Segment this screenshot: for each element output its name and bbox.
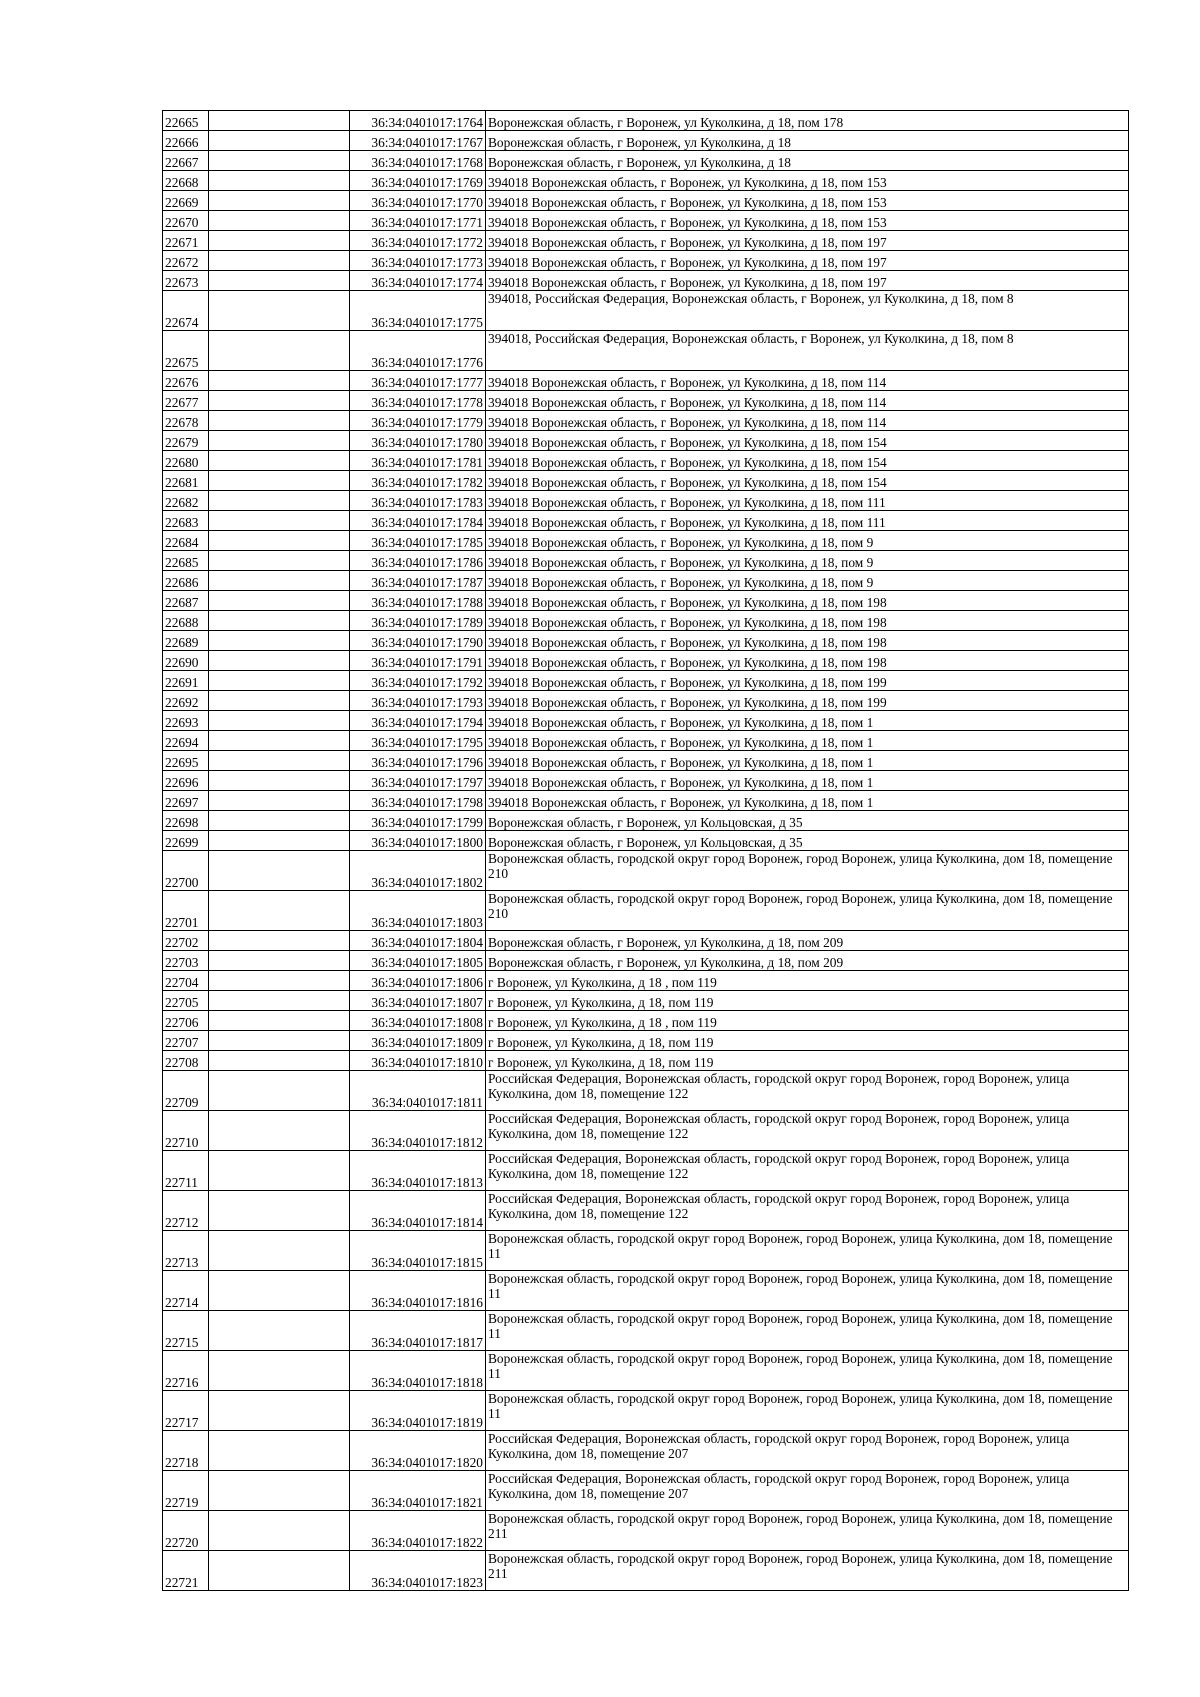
- cadastral-number-cell: 36:34:0401017:1816: [350, 1271, 486, 1311]
- cadastral-number-cell: 36:34:0401017:1803: [350, 891, 486, 931]
- row-number-cell: 22700: [163, 851, 209, 891]
- row-number-cell: 22708: [163, 1051, 209, 1071]
- row-number-cell: 22692: [163, 691, 209, 711]
- empty-cell: [209, 951, 350, 971]
- row-number-cell: 22707: [163, 1031, 209, 1051]
- address-cell: 394018 Воронежская область, г Воронеж, ул Куколкина, д 18, пом 154: [486, 471, 1129, 491]
- empty-cell: [209, 1051, 350, 1071]
- table-row: [163, 951, 1129, 971]
- row-number-cell: 22718: [163, 1431, 209, 1471]
- empty-cell: [209, 1071, 350, 1111]
- empty-cell: [209, 151, 350, 171]
- table-row: [163, 651, 1129, 671]
- row-number-cell: 22713: [163, 1231, 209, 1271]
- property-table: [162, 110, 1129, 1591]
- row-number-cell: 22691: [163, 671, 209, 691]
- row-number-cell: 22679: [163, 431, 209, 451]
- row-number-cell: 22688: [163, 611, 209, 631]
- address-cell: г Воронеж, ул Куколкина, д 18 , пом 119: [486, 971, 1129, 991]
- address-cell: Воронежская область, городской округ город Воронеж, город Воронеж, улица Куколкина, дом 18, помещение 11: [486, 1391, 1129, 1431]
- address-cell: 394018 Воронежская область, г Воронеж, ул Куколкина, д 18, пом 154: [486, 451, 1129, 471]
- empty-cell: [209, 391, 350, 411]
- empty-cell: [209, 1191, 350, 1231]
- table-row: [163, 791, 1129, 811]
- row-number-cell: 22704: [163, 971, 209, 991]
- address-cell: 394018, Российская Федерация, Воронежская область, г Воронеж, ул Куколкина, д 18, пом 8: [486, 291, 1129, 331]
- table-row: [163, 631, 1129, 651]
- row-number-cell: 22694: [163, 731, 209, 751]
- address-cell: 394018 Воронежская область, г Воронеж, ул Куколкина, д 18, пом 111: [486, 491, 1129, 511]
- cadastral-number-cell: 36:34:0401017:1782: [350, 471, 486, 491]
- cadastral-number-cell: 36:34:0401017:1786: [350, 551, 486, 571]
- cadastral-number-cell: 36:34:0401017:1811: [350, 1071, 486, 1111]
- table-row: [163, 1071, 1129, 1111]
- cadastral-number-cell: 36:34:0401017:1806: [350, 971, 486, 991]
- table-row: [163, 891, 1129, 931]
- empty-cell: [209, 791, 350, 811]
- cadastral-number-cell: 36:34:0401017:1764: [350, 111, 486, 131]
- cadastral-number-cell: 36:34:0401017:1781: [350, 451, 486, 471]
- row-number-cell: 22719: [163, 1471, 209, 1511]
- address-cell: 394018 Воронежская область, г Воронеж, ул Куколкина, д 18, пом 114: [486, 411, 1129, 431]
- cadastral-number-cell: 36:34:0401017:1819: [350, 1391, 486, 1431]
- empty-cell: [209, 371, 350, 391]
- row-number-cell: 22685: [163, 551, 209, 571]
- cadastral-number-cell: 36:34:0401017:1790: [350, 631, 486, 651]
- row-number-cell: 22714: [163, 1271, 209, 1311]
- empty-cell: [209, 1431, 350, 1471]
- address-cell: 394018 Воронежская область, г Воронеж, ул Куколкина, д 18, пом 198: [486, 651, 1129, 671]
- empty-cell: [209, 591, 350, 611]
- address-cell: 394018 Воронежская область, г Воронеж, ул Куколкина, д 18, пом 1: [486, 751, 1129, 771]
- empty-cell: [209, 771, 350, 791]
- cadastral-number-cell: 36:34:0401017:1794: [350, 711, 486, 731]
- table-row: [163, 851, 1129, 891]
- row-number-cell: 22705: [163, 991, 209, 1011]
- row-number-cell: 22717: [163, 1391, 209, 1431]
- table-row: [163, 1311, 1129, 1351]
- empty-cell: [209, 751, 350, 771]
- row-number-cell: 22674: [163, 291, 209, 331]
- address-cell: Воронежская область, г Воронеж, ул Куколкина, д 18: [486, 151, 1129, 171]
- table-row: [163, 831, 1129, 851]
- address-cell: 394018 Воронежская область, г Воронеж, ул Куколкина, д 18, пом 197: [486, 231, 1129, 251]
- empty-cell: [209, 191, 350, 211]
- empty-cell: [209, 1151, 350, 1191]
- cadastral-number-cell: 36:34:0401017:1805: [350, 951, 486, 971]
- table-row: [163, 1011, 1129, 1031]
- address-cell: г Воронеж, ул Куколкина, д 18, пом 119: [486, 991, 1129, 1011]
- row-number-cell: 22676: [163, 371, 209, 391]
- table-row: [163, 1471, 1129, 1511]
- empty-cell: [209, 1011, 350, 1031]
- table-row: [163, 671, 1129, 691]
- cadastral-number-cell: 36:34:0401017:1795: [350, 731, 486, 751]
- cadastral-number-cell: 36:34:0401017:1802: [350, 851, 486, 891]
- address-cell: Воронежская область, городской округ город Воронеж, город Воронеж, улица Куколкина, дом 18, помещение 211: [486, 1551, 1129, 1591]
- empty-cell: [209, 471, 350, 491]
- address-cell: 394018 Воронежская область, г Воронеж, ул Куколкина, д 18, пом 197: [486, 251, 1129, 271]
- empty-cell: [209, 111, 350, 131]
- row-number-cell: 22695: [163, 751, 209, 771]
- table-row: [163, 591, 1129, 611]
- empty-cell: [209, 971, 350, 991]
- cadastral-number-cell: 36:34:0401017:1778: [350, 391, 486, 411]
- cadastral-number-cell: 36:34:0401017:1818: [350, 1351, 486, 1391]
- table-row: [163, 411, 1129, 431]
- empty-cell: [209, 651, 350, 671]
- cadastral-number-cell: 36:34:0401017:1814: [350, 1191, 486, 1231]
- cadastral-number-cell: 36:34:0401017:1767: [350, 131, 486, 151]
- empty-cell: [209, 1471, 350, 1511]
- cadastral-number-cell: 36:34:0401017:1793: [350, 691, 486, 711]
- table-row: [163, 151, 1129, 171]
- address-cell: Воронежская область, городской округ город Воронеж, город Воронеж, улица Куколкина, дом 18, помещение 11: [486, 1231, 1129, 1271]
- empty-cell: [209, 891, 350, 931]
- empty-cell: [209, 211, 350, 231]
- table-row: [163, 571, 1129, 591]
- row-number-cell: 22680: [163, 451, 209, 471]
- cadastral-number-cell: 36:34:0401017:1808: [350, 1011, 486, 1031]
- cadastral-number-cell: 36:34:0401017:1780: [350, 431, 486, 451]
- empty-cell: [209, 431, 350, 451]
- cadastral-number-cell: 36:34:0401017:1776: [350, 331, 486, 371]
- address-cell: 394018 Воронежская область, г Воронеж, ул Куколкина, д 18, пом 9: [486, 531, 1129, 551]
- empty-cell: [209, 671, 350, 691]
- cadastral-number-cell: 36:34:0401017:1807: [350, 991, 486, 1011]
- address-cell: Воронежская область, городской округ город Воронеж, город Воронеж, улица Куколкина, дом 18, помещение 211: [486, 1511, 1129, 1551]
- empty-cell: [209, 411, 350, 431]
- table-row: [163, 711, 1129, 731]
- row-number-cell: 22682: [163, 491, 209, 511]
- row-number-cell: 22670: [163, 211, 209, 231]
- table-row: [163, 251, 1129, 271]
- cadastral-number-cell: 36:34:0401017:1771: [350, 211, 486, 231]
- address-cell: 394018 Воронежская область, г Воронеж, ул Куколкина, д 18, пом 1: [486, 731, 1129, 751]
- table-row: [163, 191, 1129, 211]
- table-row: [163, 931, 1129, 951]
- empty-cell: [209, 271, 350, 291]
- empty-cell: [209, 611, 350, 631]
- table-row: [163, 431, 1129, 451]
- address-cell: Воронежская область, г Воронеж, ул Куколкина, д 18, пом 209: [486, 931, 1129, 951]
- empty-cell: [209, 331, 350, 371]
- row-number-cell: 22711: [163, 1151, 209, 1191]
- empty-cell: [209, 231, 350, 251]
- empty-cell: [209, 531, 350, 551]
- cadastral-number-cell: 36:34:0401017:1799: [350, 811, 486, 831]
- cadastral-number-cell: 36:34:0401017:1784: [350, 511, 486, 531]
- row-number-cell: 22687: [163, 591, 209, 611]
- cadastral-number-cell: 36:34:0401017:1772: [350, 231, 486, 251]
- cadastral-number-cell: 36:34:0401017:1817: [350, 1311, 486, 1351]
- address-cell: 394018 Воронежская область, г Воронеж, ул Куколкина, д 18, пом 199: [486, 671, 1129, 691]
- cadastral-number-cell: 36:34:0401017:1815: [350, 1231, 486, 1271]
- empty-cell: [209, 171, 350, 191]
- row-number-cell: 22712: [163, 1191, 209, 1231]
- row-number-cell: 22686: [163, 571, 209, 591]
- empty-cell: [209, 931, 350, 951]
- row-number-cell: 22669: [163, 191, 209, 211]
- cadastral-number-cell: 36:34:0401017:1769: [350, 171, 486, 191]
- empty-cell: [209, 1231, 350, 1271]
- table-row: [163, 991, 1129, 1011]
- table-row: [163, 971, 1129, 991]
- address-cell: Воронежская область, г Воронеж, ул Кольцовская, д 35: [486, 811, 1129, 831]
- table-row: [163, 1431, 1129, 1471]
- address-cell: 394018 Воронежская область, г Воронеж, ул Куколкина, д 18, пом 198: [486, 611, 1129, 631]
- cadastral-number-cell: 36:34:0401017:1785: [350, 531, 486, 551]
- empty-cell: [209, 711, 350, 731]
- address-cell: 394018 Воронежская область, г Воронеж, ул Куколкина, д 18, пом 114: [486, 371, 1129, 391]
- table-row: [163, 371, 1129, 391]
- row-number-cell: 22690: [163, 651, 209, 671]
- table-row: [163, 211, 1129, 231]
- address-cell: Российская Федерация, Воронежская область, городской округ город Воронеж, город Воронеж, улица Куколкина, дом 18, помещение 207: [486, 1471, 1129, 1511]
- cadastral-number-cell: 36:34:0401017:1812: [350, 1111, 486, 1151]
- empty-cell: [209, 1111, 350, 1151]
- row-number-cell: 22702: [163, 931, 209, 951]
- address-cell: Воронежская область, городской округ город Воронеж, город Воронеж, улица Куколкина, дом 18, помещение 11: [486, 1351, 1129, 1391]
- row-number-cell: 22703: [163, 951, 209, 971]
- table-row: [163, 271, 1129, 291]
- row-number-cell: 22693: [163, 711, 209, 731]
- address-cell: Воронежская область, г Воронеж, ул Куколкина, д 18: [486, 131, 1129, 151]
- address-cell: 394018 Воронежская область, г Воронеж, ул Куколкина, д 18, пом 153: [486, 171, 1129, 191]
- address-cell: 394018 Воронежская область, г Воронеж, ул Куколкина, д 18, пом 9: [486, 551, 1129, 571]
- cadastral-number-cell: 36:34:0401017:1783: [350, 491, 486, 511]
- table-row: [163, 1111, 1129, 1151]
- table-row: [163, 691, 1129, 711]
- address-cell: Российская Федерация, Воронежская область, городской округ город Воронеж, город Воронеж, улица Куколкина, дом 18, помещение 122: [486, 1191, 1129, 1231]
- empty-cell: [209, 1551, 350, 1591]
- empty-cell: [209, 1311, 350, 1351]
- address-cell: Воронежская область, г Воронеж, ул Куколкина, д 18, пом 209: [486, 951, 1129, 971]
- address-cell: 394018 Воронежская область, г Воронеж, ул Куколкина, д 18, пом 114: [486, 391, 1129, 411]
- address-cell: 394018 Воронежская область, г Воронеж, ул Куколкина, д 18, пом 199: [486, 691, 1129, 711]
- empty-cell: [209, 491, 350, 511]
- empty-cell: [209, 1511, 350, 1551]
- row-number-cell: 22721: [163, 1551, 209, 1591]
- empty-cell: [209, 811, 350, 831]
- cadastral-number-cell: 36:34:0401017:1791: [350, 651, 486, 671]
- address-cell: Воронежская область, городской округ город Воронеж, город Воронеж, улица Куколкина, дом 18, помещение 210: [486, 851, 1129, 891]
- cadastral-number-cell: 36:34:0401017:1775: [350, 291, 486, 331]
- cadastral-number-cell: 36:34:0401017:1800: [350, 831, 486, 851]
- row-number-cell: 22667: [163, 151, 209, 171]
- cadastral-number-cell: 36:34:0401017:1821: [350, 1471, 486, 1511]
- address-cell: Воронежская область, г Воронеж, ул Кольцовская, д 35: [486, 831, 1129, 851]
- row-number-cell: 22665: [163, 111, 209, 131]
- cadastral-number-cell: 36:34:0401017:1777: [350, 371, 486, 391]
- table-row: [163, 471, 1129, 491]
- address-cell: 394018 Воронежская область, г Воронеж, ул Куколкина, д 18, пом 153: [486, 191, 1129, 211]
- row-number-cell: 22668: [163, 171, 209, 191]
- empty-cell: [209, 1391, 350, 1431]
- cadastral-number-cell: 36:34:0401017:1797: [350, 771, 486, 791]
- cadastral-number-cell: 36:34:0401017:1787: [350, 571, 486, 591]
- address-cell: 394018 Воронежская область, г Воронеж, ул Куколкина, д 18, пом 1: [486, 771, 1129, 791]
- address-cell: 394018 Воронежская область, г Воронеж, ул Куколкина, д 18, пом 1: [486, 711, 1129, 731]
- table-row: [163, 611, 1129, 631]
- table-row: [163, 491, 1129, 511]
- row-number-cell: 22671: [163, 231, 209, 251]
- table-row: [163, 451, 1129, 471]
- row-number-cell: 22710: [163, 1111, 209, 1151]
- address-cell: Воронежская область, городской округ город Воронеж, город Воронеж, улица Куколкина, дом 18, помещение 210: [486, 891, 1129, 931]
- empty-cell: [209, 1271, 350, 1311]
- empty-cell: [209, 831, 350, 851]
- cadastral-number-cell: 36:34:0401017:1773: [350, 251, 486, 271]
- empty-cell: [209, 731, 350, 751]
- address-cell: Российская Федерация, Воронежская область, городской округ город Воронеж, город Воронеж, улица Куколкина, дом 18, помещение 122: [486, 1151, 1129, 1191]
- table-row: [163, 531, 1129, 551]
- empty-cell: [209, 551, 350, 571]
- table-row: [163, 111, 1129, 131]
- row-number-cell: 22698: [163, 811, 209, 831]
- table-row: [163, 291, 1129, 331]
- address-cell: 394018 Воронежская область, г Воронеж, ул Куколкина, д 18, пом 154: [486, 431, 1129, 451]
- row-number-cell: 22672: [163, 251, 209, 271]
- row-number-cell: 22715: [163, 1311, 209, 1351]
- table-row: [163, 131, 1129, 151]
- cadastral-number-cell: 36:34:0401017:1768: [350, 151, 486, 171]
- row-number-cell: 22677: [163, 391, 209, 411]
- address-cell: 394018 Воронежская область, г Воронеж, ул Куколкина, д 18, пом 1: [486, 791, 1129, 811]
- table-row: [163, 551, 1129, 571]
- address-cell: Воронежская область, городской округ город Воронеж, город Воронеж, улица Куколкина, дом 18, помещение 11: [486, 1311, 1129, 1351]
- row-number-cell: 22689: [163, 631, 209, 651]
- empty-cell: [209, 131, 350, 151]
- table-row: [163, 171, 1129, 191]
- row-number-cell: 22720: [163, 1511, 209, 1551]
- empty-cell: [209, 571, 350, 591]
- table-row: [163, 771, 1129, 791]
- empty-cell: [209, 1351, 350, 1391]
- address-cell: Российская Федерация, Воронежская область, городской округ город Воронеж, город Воронеж, улица Куколкина, дом 18, помещение 122: [486, 1071, 1129, 1111]
- row-number-cell: 22673: [163, 271, 209, 291]
- empty-cell: [209, 251, 350, 271]
- address-cell: г Воронеж, ул Куколкина, д 18, пом 119: [486, 1051, 1129, 1071]
- table-row: [163, 811, 1129, 831]
- empty-cell: [209, 451, 350, 471]
- row-number-cell: 22706: [163, 1011, 209, 1031]
- cadastral-number-cell: 36:34:0401017:1788: [350, 591, 486, 611]
- cadastral-number-cell: 36:34:0401017:1804: [350, 931, 486, 951]
- address-cell: 394018 Воронежская область, г Воронеж, ул Куколкина, д 18, пом 153: [486, 211, 1129, 231]
- empty-cell: [209, 291, 350, 331]
- table-row: [163, 1031, 1129, 1051]
- cadastral-number-cell: 36:34:0401017:1809: [350, 1031, 486, 1051]
- empty-cell: [209, 1031, 350, 1051]
- table-row: [163, 1351, 1129, 1391]
- address-cell: 394018 Воронежская область, г Воронеж, ул Куколкина, д 18, пом 9: [486, 571, 1129, 591]
- address-cell: 394018 Воронежская область, г Воронеж, ул Куколкина, д 18, пом 198: [486, 631, 1129, 651]
- table-row: [163, 751, 1129, 771]
- row-number-cell: 22699: [163, 831, 209, 851]
- table-row: [163, 1511, 1129, 1551]
- cadastral-number-cell: 36:34:0401017:1798: [350, 791, 486, 811]
- cadastral-number-cell: 36:34:0401017:1820: [350, 1431, 486, 1471]
- table-row: [163, 1231, 1129, 1271]
- table-row: [163, 231, 1129, 251]
- row-number-cell: 22709: [163, 1071, 209, 1111]
- empty-cell: [209, 991, 350, 1011]
- row-number-cell: 22666: [163, 131, 209, 151]
- cadastral-number-cell: 36:34:0401017:1813: [350, 1151, 486, 1191]
- table-row: [163, 1271, 1129, 1311]
- row-number-cell: 22681: [163, 471, 209, 491]
- row-number-cell: 22678: [163, 411, 209, 431]
- row-number-cell: 22701: [163, 891, 209, 931]
- cadastral-number-cell: 36:34:0401017:1789: [350, 611, 486, 631]
- cadastral-number-cell: 36:34:0401017:1770: [350, 191, 486, 211]
- table-row: [163, 391, 1129, 411]
- empty-cell: [209, 511, 350, 531]
- cadastral-number-cell: 36:34:0401017:1774: [350, 271, 486, 291]
- row-number-cell: 22675: [163, 331, 209, 371]
- address-cell: Российская Федерация, Воронежская область, городской округ город Воронеж, город Воронеж, улица Куколкина, дом 18, помещение 207: [486, 1431, 1129, 1471]
- row-number-cell: 22683: [163, 511, 209, 531]
- address-cell: Воронежская область, г Воронеж, ул Куколкина, д 18, пом 178: [486, 111, 1129, 131]
- table-row: [163, 1151, 1129, 1191]
- table-row: [163, 731, 1129, 751]
- cadastral-number-cell: 36:34:0401017:1779: [350, 411, 486, 431]
- cadastral-number-cell: 36:34:0401017:1823: [350, 1551, 486, 1591]
- row-number-cell: 22716: [163, 1351, 209, 1391]
- address-cell: г Воронеж, ул Куколкина, д 18, пом 119: [486, 1031, 1129, 1051]
- row-number-cell: 22696: [163, 771, 209, 791]
- table-row: [163, 1191, 1129, 1231]
- empty-cell: [209, 851, 350, 891]
- row-number-cell: 22697: [163, 791, 209, 811]
- cadastral-number-cell: 36:34:0401017:1792: [350, 671, 486, 691]
- cadastral-number-cell: 36:34:0401017:1822: [350, 1511, 486, 1551]
- address-cell: 394018 Воронежская область, г Воронеж, ул Куколкина, д 18, пом 198: [486, 591, 1129, 611]
- table-row: [163, 1551, 1129, 1591]
- table-body: [163, 111, 1129, 1591]
- table-row: [163, 331, 1129, 371]
- address-cell: 394018 Воронежская область, г Воронеж, ул Куколкина, д 18, пом 197: [486, 271, 1129, 291]
- table-row: [163, 511, 1129, 531]
- cadastral-number-cell: 36:34:0401017:1810: [350, 1051, 486, 1071]
- empty-cell: [209, 631, 350, 651]
- table-row: [163, 1051, 1129, 1071]
- address-cell: г Воронеж, ул Куколкина, д 18 , пом 119: [486, 1011, 1129, 1031]
- address-cell: 394018, Российская Федерация, Воронежская область, г Воронеж, ул Куколкина, д 18, пом 8: [486, 331, 1129, 371]
- address-cell: 394018 Воронежская область, г Воронеж, ул Куколкина, д 18, пом 111: [486, 511, 1129, 531]
- cadastral-number-cell: 36:34:0401017:1796: [350, 751, 486, 771]
- empty-cell: [209, 691, 350, 711]
- row-number-cell: 22684: [163, 531, 209, 551]
- address-cell: Российская Федерация, Воронежская область, городской округ город Воронеж, город Воронеж, улица Куколкина, дом 18, помещение 122: [486, 1111, 1129, 1151]
- address-cell: Воронежская область, городской округ город Воронеж, город Воронеж, улица Куколкина, дом 18, помещение 11: [486, 1271, 1129, 1311]
- table-row: [163, 1391, 1129, 1431]
